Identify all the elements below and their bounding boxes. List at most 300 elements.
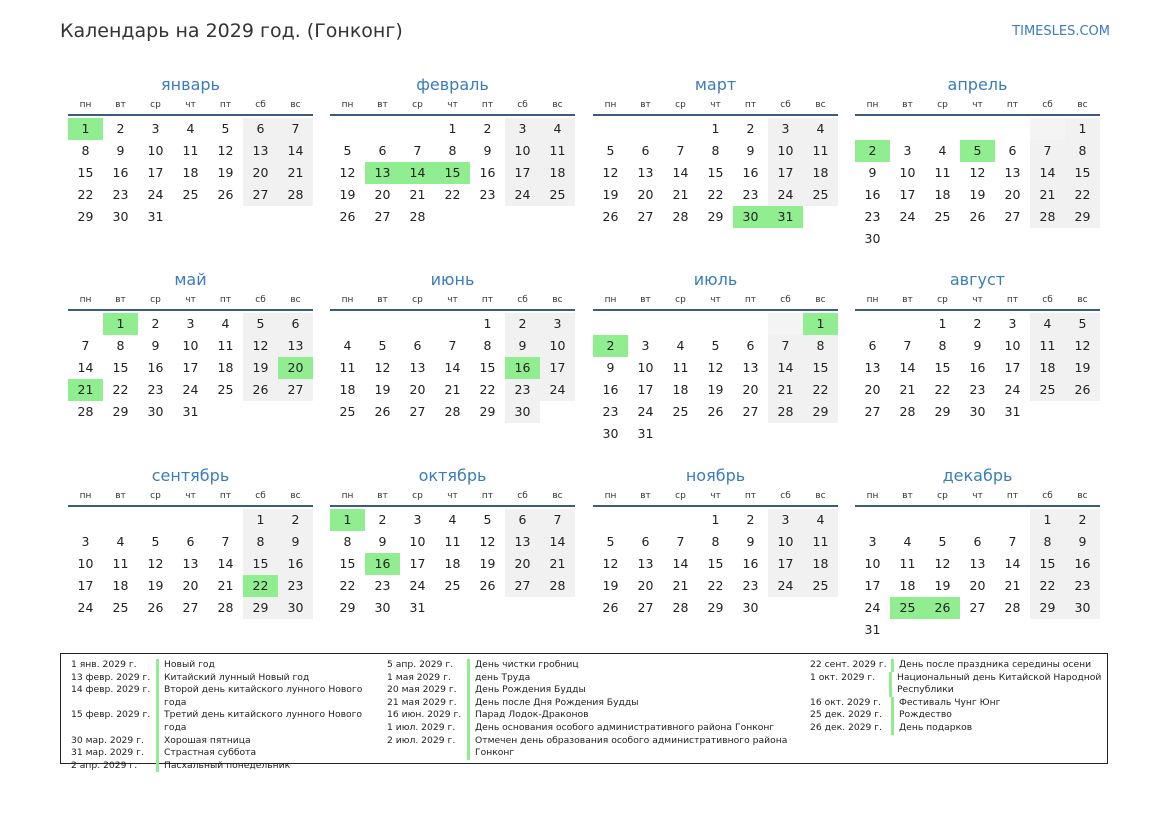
- day-cell: 31: [864, 622, 881, 637]
- week-row: [330, 509, 575, 531]
- week-row: [855, 140, 1100, 162]
- day-cell: 18: [672, 382, 689, 397]
- day-cell: 1: [330, 509, 365, 531]
- day-cell: 28: [768, 401, 803, 423]
- weekday-label: чт: [185, 100, 196, 110]
- day-cell: 6: [378, 143, 387, 158]
- empty-cell: [278, 206, 313, 228]
- legend-item: [387, 722, 800, 735]
- day-cell: 8: [1065, 140, 1100, 162]
- week-row: [855, 118, 1100, 140]
- holiday-legend: [60, 653, 1108, 771]
- day-cell: 26: [602, 600, 619, 615]
- weekday-label: чт: [185, 491, 196, 501]
- week-row: [68, 575, 313, 597]
- day-cell: 15: [707, 165, 724, 180]
- day-cell: 29: [1030, 597, 1065, 619]
- day-cell: 11: [899, 556, 916, 571]
- day-cell: 5: [378, 338, 387, 353]
- week-row: [68, 401, 313, 423]
- legend-column: [387, 659, 800, 760]
- empty-cell: [208, 401, 243, 423]
- week-row: [593, 531, 838, 553]
- week-row: [68, 206, 313, 228]
- day-cell: 4: [540, 118, 575, 140]
- day-cell: 24: [409, 578, 426, 593]
- weekday-label: вт: [115, 491, 126, 501]
- holiday-marker: [156, 684, 159, 709]
- empty-cell: [960, 118, 995, 140]
- day-cell: 11: [672, 360, 689, 375]
- day-cell: 3: [413, 512, 422, 527]
- holiday-date: 16 окт. 2029 г.: [810, 696, 882, 708]
- empty-cell: [505, 206, 540, 228]
- empty-cell: [470, 597, 505, 619]
- day-cell: 4: [803, 509, 838, 531]
- legend-item: [387, 672, 800, 685]
- empty-cell: [890, 118, 925, 140]
- day-cell: 26: [969, 209, 986, 224]
- empty-cell: [803, 206, 838, 228]
- day-cell: 4: [116, 534, 125, 549]
- day-cell: 5: [960, 140, 995, 162]
- day-cell: 24: [182, 382, 199, 397]
- holiday-name: Рождество: [899, 709, 952, 721]
- holiday-marker: [467, 684, 470, 697]
- week-row: [68, 597, 313, 619]
- empty-cell: [540, 401, 575, 423]
- weekday-label: сб: [255, 100, 266, 110]
- day-cell: 24: [899, 209, 916, 224]
- week-row: [855, 357, 1100, 379]
- legend-item: [810, 697, 1107, 710]
- empty-cell: [505, 597, 540, 619]
- weekday-label: вс: [290, 491, 301, 501]
- day-cell: 2: [116, 121, 125, 136]
- day-cell: 10: [182, 338, 199, 353]
- legend-item: [387, 735, 800, 760]
- day-grid: [330, 313, 575, 423]
- page-title: Календарь на 2029 год. (Гонконг): [60, 20, 403, 42]
- day-cell: 3: [151, 121, 160, 136]
- day-cell: 4: [186, 121, 195, 136]
- day-cell: 23: [479, 187, 496, 202]
- month-name: январь: [161, 75, 220, 94]
- day-cell: 28: [899, 404, 916, 419]
- day-cell: 16: [278, 553, 313, 575]
- day-cell: 6: [413, 338, 422, 353]
- day-cell: 21: [444, 382, 461, 397]
- holiday-name: Третий день китайского лунного Нового года: [164, 709, 363, 733]
- empty-cell: [173, 509, 208, 531]
- day-cell: 27: [1004, 209, 1021, 224]
- day-cell: 28: [672, 209, 689, 224]
- day-cell: 20: [278, 357, 313, 379]
- day-cell: 9: [973, 338, 982, 353]
- day-cell: 3: [81, 534, 90, 549]
- day-cell: 25: [672, 404, 689, 419]
- day-cell: 13: [365, 162, 400, 184]
- day-cell: 2: [378, 512, 387, 527]
- day-grid: [855, 313, 1100, 423]
- day-cell: 7: [413, 143, 422, 158]
- empty-cell: [243, 401, 278, 423]
- day-cell: 16: [112, 165, 129, 180]
- day-cell: 23: [147, 382, 164, 397]
- day-cell: 18: [803, 553, 838, 575]
- week-row: [330, 206, 575, 228]
- month-name: октябрь: [418, 466, 487, 485]
- empty-cell: [208, 509, 243, 531]
- day-cell: 22: [339, 578, 356, 593]
- day-cell: 1: [711, 512, 720, 527]
- day-cell: 13: [637, 556, 654, 571]
- day-cell: 7: [1008, 534, 1017, 549]
- holiday-date: 25 дек. 2029 г.: [810, 709, 883, 721]
- day-grid: [593, 313, 838, 445]
- day-cell: 14: [899, 360, 916, 375]
- week-row: [68, 509, 313, 531]
- day-cell: 31: [147, 209, 164, 224]
- holiday-name: Хорошая пятница: [164, 734, 251, 746]
- day-cell: 7: [1030, 140, 1065, 162]
- day-cell: 13: [278, 335, 313, 357]
- week-row: [330, 531, 575, 553]
- day-cell: 10: [1004, 338, 1021, 353]
- week-row: [330, 162, 575, 184]
- day-cell: 31: [637, 426, 654, 441]
- header-divider: [68, 309, 313, 311]
- day-cell: 10: [768, 531, 803, 553]
- weekday-label: чт: [447, 100, 458, 110]
- month-calendar: [68, 269, 313, 423]
- legend-item: [71, 760, 374, 773]
- day-cell: 25: [890, 597, 925, 619]
- day-cell: 9: [868, 165, 877, 180]
- day-cell: 31: [182, 404, 199, 419]
- day-cell: 26: [925, 597, 960, 619]
- day-cell: 5: [606, 143, 615, 158]
- weekday-label: пт: [219, 491, 232, 501]
- holiday-marker: [156, 747, 159, 760]
- day-cell: 2: [151, 316, 160, 331]
- month-calendar: [330, 465, 575, 619]
- day-cell: 12: [217, 143, 234, 158]
- day-cell: 10: [768, 140, 803, 162]
- empty-cell: [1065, 401, 1100, 423]
- empty-cell: [890, 619, 925, 641]
- week-row: [330, 357, 575, 379]
- header-divider: [593, 505, 838, 507]
- day-cell: 19: [602, 578, 619, 593]
- legend-item: [387, 684, 800, 697]
- holiday-marker: [891, 659, 894, 672]
- holiday-marker: [889, 672, 892, 697]
- week-row: [68, 313, 313, 335]
- day-cell: 27: [182, 600, 199, 615]
- header-divider: [855, 114, 1100, 116]
- weekday-label: вс: [1077, 100, 1088, 110]
- weekday-label: чт: [710, 491, 721, 501]
- day-cell: 30: [602, 426, 619, 441]
- day-cell: 29: [934, 404, 951, 419]
- empty-cell: [960, 509, 995, 531]
- weekday-label: вт: [377, 100, 388, 110]
- day-cell: 6: [243, 118, 278, 140]
- day-cell: 27: [243, 184, 278, 206]
- week-row: [593, 401, 838, 423]
- day-cell: 10: [637, 360, 654, 375]
- weekday-label: пт: [481, 491, 494, 501]
- day-cell: 20: [374, 187, 391, 202]
- weekday-label: сб: [517, 491, 528, 501]
- day-cell: 14: [540, 531, 575, 553]
- day-cell: 15: [112, 360, 129, 375]
- empty-cell: [995, 509, 1030, 531]
- day-cell: 19: [339, 187, 356, 202]
- empty-cell: [925, 509, 960, 531]
- holiday-name: День Рождения Будды: [475, 684, 586, 696]
- weekday-label: ср: [150, 491, 161, 501]
- day-cell: 11: [217, 338, 234, 353]
- day-cell: 25: [803, 575, 838, 597]
- week-row: [330, 401, 575, 423]
- empty-cell: [173, 206, 208, 228]
- day-cell: 31: [409, 600, 426, 615]
- day-cell: 28: [672, 600, 689, 615]
- empty-cell: [628, 118, 663, 140]
- day-cell: 20: [637, 578, 654, 593]
- empty-cell: [855, 118, 890, 140]
- day-cell: 14: [1030, 162, 1065, 184]
- day-cell: 21: [217, 578, 234, 593]
- day-grid: [593, 118, 838, 228]
- week-row: [593, 553, 838, 575]
- month-name: май: [174, 270, 207, 289]
- empty-cell: [365, 313, 400, 335]
- week-row: [68, 184, 313, 206]
- empty-cell: [435, 206, 470, 228]
- day-cell: 12: [602, 556, 619, 571]
- day-cell: 7: [448, 338, 457, 353]
- holiday-name: Китайский лунный Новый год: [164, 671, 310, 683]
- day-cell: 15: [934, 360, 951, 375]
- day-cell: 7: [676, 534, 685, 549]
- site-link[interactable]: TIMESLES.COM: [1012, 24, 1110, 39]
- legend-item: [71, 735, 374, 748]
- day-cell: 14: [77, 360, 94, 375]
- day-cell: 8: [343, 534, 352, 549]
- day-cell: 9: [483, 143, 492, 158]
- day-cell: 18: [444, 556, 461, 571]
- day-cell: 2: [1065, 509, 1100, 531]
- day-cell: 3: [540, 313, 575, 335]
- day-cell: 6: [186, 534, 195, 549]
- day-cell: 17: [768, 162, 803, 184]
- holiday-date: 30 мар. 2029 г.: [71, 734, 144, 746]
- header-divider: [330, 505, 575, 507]
- day-cell: 10: [77, 556, 94, 571]
- legend-item: [810, 722, 1107, 735]
- day-cell: 20: [864, 382, 881, 397]
- day-cell: 27: [374, 209, 391, 224]
- day-cell: 30: [733, 206, 768, 228]
- day-cell: 27: [969, 600, 986, 615]
- holiday-name: Отмечен день образования особого административного района Гонконг: [475, 734, 788, 759]
- holiday-name: Национальный день Китайской Народной Республики: [897, 671, 1102, 696]
- legend-item: [810, 672, 1107, 697]
- day-cell: 23: [742, 578, 759, 593]
- day-cell: 16: [365, 553, 400, 575]
- day-cell: 22: [243, 575, 278, 597]
- day-cell: 17: [768, 553, 803, 575]
- day-cell: 21: [672, 578, 689, 593]
- holiday-marker: [467, 735, 470, 760]
- empty-cell: [960, 619, 995, 641]
- day-cell: 7: [676, 143, 685, 158]
- day-cell: 12: [479, 534, 496, 549]
- day-cell: 19: [969, 187, 986, 202]
- header-divider: [68, 505, 313, 507]
- empty-cell: [1030, 619, 1065, 641]
- day-cell: 1: [483, 316, 492, 331]
- legend-item: [810, 659, 1107, 672]
- empty-cell: [1030, 228, 1065, 250]
- day-cell: 9: [746, 143, 755, 158]
- week-row: [330, 553, 575, 575]
- day-cell: 13: [505, 531, 540, 553]
- day-cell: 3: [505, 118, 540, 140]
- day-cell: 8: [116, 338, 125, 353]
- day-cell: 5: [243, 313, 278, 335]
- day-cell: 26: [147, 600, 164, 615]
- month-calendar: [593, 269, 838, 445]
- header-divider: [330, 309, 575, 311]
- weekday-label: вс: [1077, 491, 1088, 501]
- day-cell: 13: [243, 140, 278, 162]
- day-cell: 27: [637, 209, 654, 224]
- empty-cell: [960, 228, 995, 250]
- day-cell: 27: [409, 404, 426, 419]
- day-cell: 19: [147, 578, 164, 593]
- empty-cell: [138, 509, 173, 531]
- weekday-label: вс: [815, 100, 826, 110]
- day-cell: 20: [409, 382, 426, 397]
- day-cell: 8: [711, 534, 720, 549]
- weekday-label: ср: [937, 100, 948, 110]
- weekday-label: сб: [255, 295, 266, 305]
- day-cell: 12: [1065, 335, 1100, 357]
- day-cell: 22: [1065, 184, 1100, 206]
- day-cell: 4: [448, 512, 457, 527]
- day-cell: 19: [217, 165, 234, 180]
- day-cell: 15: [243, 553, 278, 575]
- day-cell: 1: [938, 316, 947, 331]
- weekday-label: вт: [377, 295, 388, 305]
- day-cell: 24: [540, 379, 575, 401]
- week-row: [855, 206, 1100, 228]
- day-grid: [68, 118, 313, 228]
- empty-cell: [593, 509, 628, 531]
- weekday-header: [68, 98, 313, 113]
- day-cell: 3: [186, 316, 195, 331]
- legend-item: [387, 709, 800, 722]
- day-cell: 17: [899, 187, 916, 202]
- week-row: [855, 335, 1100, 357]
- day-cell: 29: [112, 404, 129, 419]
- month-name: февраль: [416, 75, 489, 94]
- day-cell: 2: [278, 509, 313, 531]
- day-cell: 24: [637, 404, 654, 419]
- day-cell: 1: [448, 121, 457, 136]
- weekday-label: вс: [552, 491, 563, 501]
- day-cell: 10: [147, 143, 164, 158]
- holiday-date: 5 апр. 2029 г.: [387, 659, 454, 670]
- day-cell: 5: [343, 143, 352, 158]
- day-cell: 24: [77, 600, 94, 615]
- day-cell: 8: [803, 335, 838, 357]
- week-row: [593, 575, 838, 597]
- day-cell: 17: [409, 556, 426, 571]
- day-cell: 31: [1004, 404, 1021, 419]
- day-cell: 1: [711, 121, 720, 136]
- day-cell: 17: [505, 162, 540, 184]
- day-grid: [68, 313, 313, 423]
- day-cell: 8: [448, 143, 457, 158]
- day-cell: 18: [217, 360, 234, 375]
- day-cell: 27: [505, 575, 540, 597]
- day-cell: 8: [81, 143, 90, 158]
- day-cell: 27: [742, 404, 759, 419]
- empty-cell: [995, 118, 1030, 140]
- day-cell: 26: [339, 209, 356, 224]
- weekday-label: вт: [640, 100, 651, 110]
- month-calendar: [330, 74, 575, 228]
- empty-cell: [1065, 228, 1100, 250]
- weekday-header: [330, 293, 575, 308]
- day-cell: 22: [934, 382, 951, 397]
- weekday-header: [68, 489, 313, 504]
- day-cell: 20: [742, 382, 759, 397]
- empty-cell: [803, 423, 838, 445]
- month-calendar: [68, 465, 313, 619]
- day-cell: 7: [768, 335, 803, 357]
- empty-cell: [995, 619, 1030, 641]
- day-cell: 24: [505, 184, 540, 206]
- weekday-label: вт: [902, 295, 913, 305]
- day-grid: [330, 509, 575, 619]
- empty-cell: [540, 206, 575, 228]
- weekday-label: вт: [115, 100, 126, 110]
- day-cell: 28: [1030, 206, 1065, 228]
- weekday-header: [593, 98, 838, 113]
- empty-cell: [768, 423, 803, 445]
- weekday-label: вт: [902, 491, 913, 501]
- month-name: март: [694, 75, 737, 94]
- day-cell: 3: [768, 118, 803, 140]
- holiday-date: 2 апр. 2029 г.: [71, 759, 138, 771]
- empty-cell: [330, 313, 365, 335]
- week-row: [330, 313, 575, 335]
- week-row: [593, 162, 838, 184]
- weekday-header: [68, 293, 313, 308]
- weekday-label: вс: [552, 295, 563, 305]
- holiday-name: День после Дня Рождения Будды: [475, 696, 639, 708]
- weekday-label: ср: [675, 295, 686, 305]
- day-cell: 26: [479, 578, 496, 593]
- day-cell: 14: [672, 165, 689, 180]
- empty-cell: [540, 597, 575, 619]
